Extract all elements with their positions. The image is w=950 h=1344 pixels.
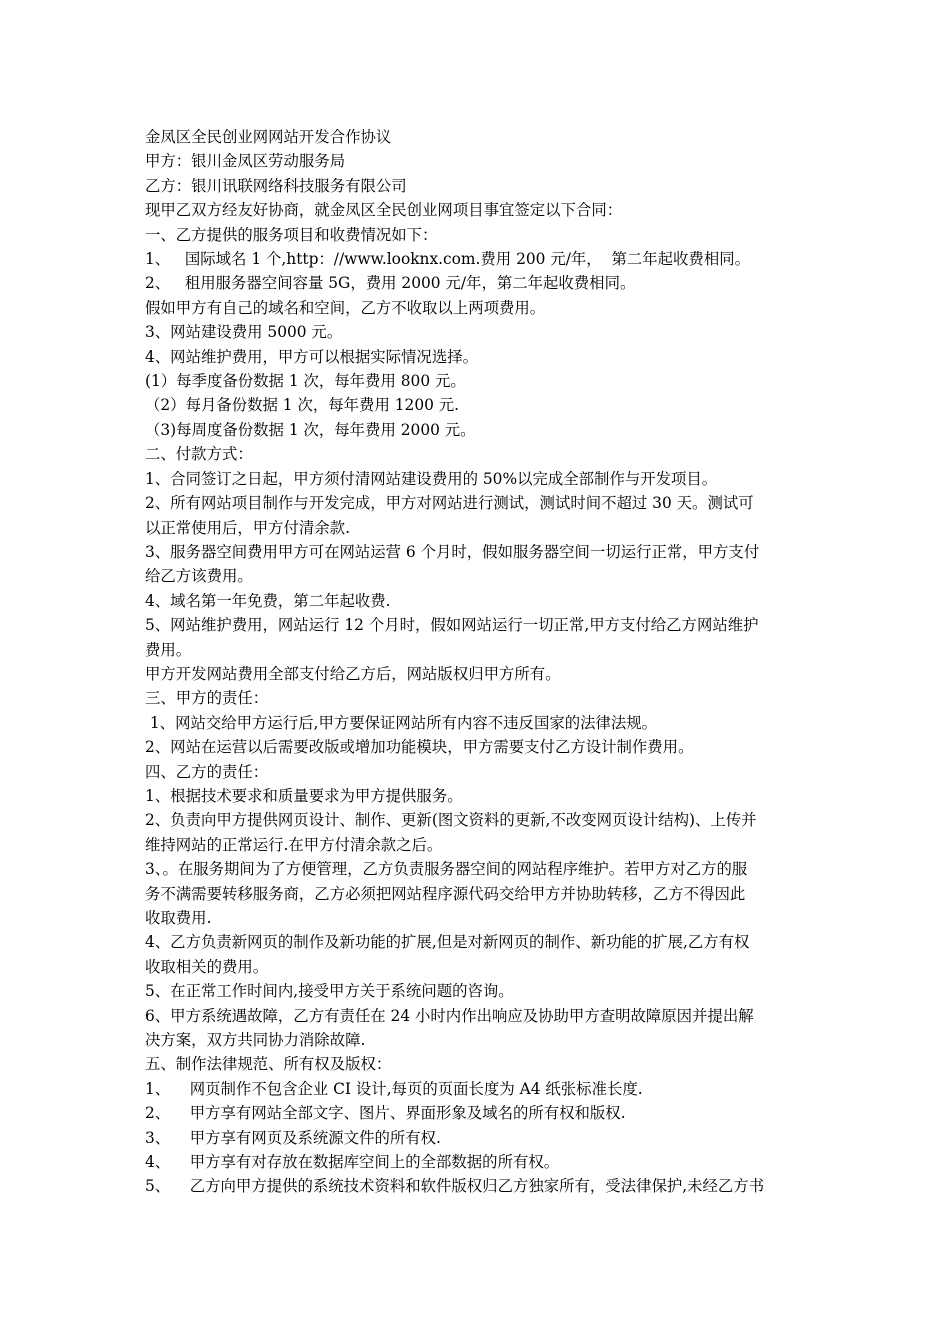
section-heading: 四、乙方的责任： xyxy=(145,762,269,781)
text-line: 6、甲方系统遇故障，乙方有责任在 24 小时内作出响应及协助甲方查明故障原因并提出解 xyxy=(145,1006,754,1025)
text-line: 3、网站建设费用 5000 元。 xyxy=(145,323,343,342)
text-line: 3、服务器空间费用甲方可在网站运营 6 个月时，假如服务器空间一切运行正常，甲方支付 xyxy=(145,542,760,561)
text-line: 决方案，双方共同协力消除故障. xyxy=(145,1031,366,1050)
text-line: 5、在正常工作时间内,接受甲方关于系统问题的咨询。 xyxy=(145,982,514,1001)
text-line: 2、负责向甲方提供网页设计、制作、更新(图文资料的更新,不改变网页设计结构)、上传并 xyxy=(145,811,757,830)
text-line: 1、网站交给甲方运行后,甲方要保证网站所有内容不违反国家的法律法规。 xyxy=(145,713,658,732)
text-line: 1、 国际域名 1 个,http：//www.looknx.com.费用 200 元/年， 第二年起收费相同。 xyxy=(145,250,750,269)
text-line: 收取相关的费用。 xyxy=(145,957,269,976)
section-heading: 二、付款方式： xyxy=(145,445,253,464)
text-line: （3)每周度备份数据 1 次，每年费用 2000 元。 xyxy=(145,420,476,439)
text-line: 1、合同签订之日起，甲方须付清网站建设费用的 50%以完成全部制作与开发项目。 xyxy=(145,469,718,488)
text-line: 维持网站的正常运行.在甲方付清余款之后。 xyxy=(145,835,443,854)
text-line: 务不满需要转移服务商，乙方必须把网站程序源代码交给甲方并协助转移，乙方不得因此 xyxy=(145,884,746,903)
section-heading: 一、乙方提供的服务项目和收费情况如下： xyxy=(145,225,438,244)
preamble: 现甲乙双方经友好协商，就金凤区全民创业网项目事宜签定以下合同： xyxy=(145,201,623,220)
text-line: （2）每月备份数据 1 次，每年费用 1200 元. xyxy=(145,396,460,415)
text-line: 3、。在服务期间为了方便管理，乙方负责服务器空间的网站程序维护。若甲方对乙方的服 xyxy=(145,860,748,879)
text-line: 费用。 xyxy=(145,640,192,659)
text-line: 4、域名第一年免费，第二年起收费. xyxy=(145,591,391,610)
text-line: 1、根据技术要求和质量要求为甲方提供服务。 xyxy=(145,786,463,805)
text-line: 1、 网页制作不包含企业 CI 设计,每页的页面长度为 A4 纸张标准长度. xyxy=(145,1079,643,1098)
party-a: 甲方：银川金凤区劳动服务局 xyxy=(145,152,346,171)
text-line: 2、 租用服务器空间容量 5G，费用 2000 元/年，第二年起收费相同。 xyxy=(145,274,636,293)
section-heading: 三、甲方的责任： xyxy=(145,689,269,708)
text-line: 收取费用. xyxy=(145,909,212,927)
text-line: 2、所有网站项目制作与开发完成，甲方对网站进行测试，测试时间不超过 30 天。测试可 xyxy=(145,494,754,513)
text-line: 以正常使用后，甲方付清余款. xyxy=(145,518,350,537)
text-line: 3、 甲方享有网页及系统源文件的所有权. xyxy=(145,1128,441,1147)
text-line: 2、网站在运营以后需要改版或增加功能模块，甲方需要支付乙方设计制作费用。 xyxy=(145,738,694,757)
text-line: 4、网站维护费用，甲方可以根据实际情况选择。 xyxy=(145,347,478,366)
party-b: 乙方：银川讯联网络科技服务有限公司 xyxy=(145,176,407,195)
text-line: 假如甲方有自己的域名和空间，乙方不收取以上两项费用。 xyxy=(145,298,546,317)
text-line: 4、乙方负责新网页的制作及新功能的扩展,但是对新网页的制作、新功能的扩展,乙方有权 xyxy=(145,933,750,952)
text-line: 甲方开发网站费用全部支付给乙方后，网站版权归甲方所有。 xyxy=(145,664,561,683)
text-line: 2、 甲方享有网站全部文字、图片、界面形象及域名的所有权和版权. xyxy=(145,1104,626,1123)
section-heading: 五、制作法律规范、所有权及版权： xyxy=(145,1055,392,1074)
text-line: (1）每季度备份数据 1 次，每年费用 800 元。 xyxy=(145,372,466,391)
document-title: 金凤区全民创业网网站开发合作协议 xyxy=(145,128,392,146)
text-line: 5、 乙方向甲方提供的系统技术资料和软件版权归乙方独家所有，受法律保护,未经乙方书 xyxy=(145,1177,765,1196)
text-line: 4、 甲方享有对存放在数据库空间上的全部数据的所有权。 xyxy=(145,1153,560,1172)
document-body xyxy=(145,125,810,1199)
text-line: 5、网站维护费用，网站运行 12 个月时，假如网站运行一切正常,甲方支付给乙方网站维护 xyxy=(145,616,759,635)
text-line: 给乙方该费用。 xyxy=(145,567,253,586)
